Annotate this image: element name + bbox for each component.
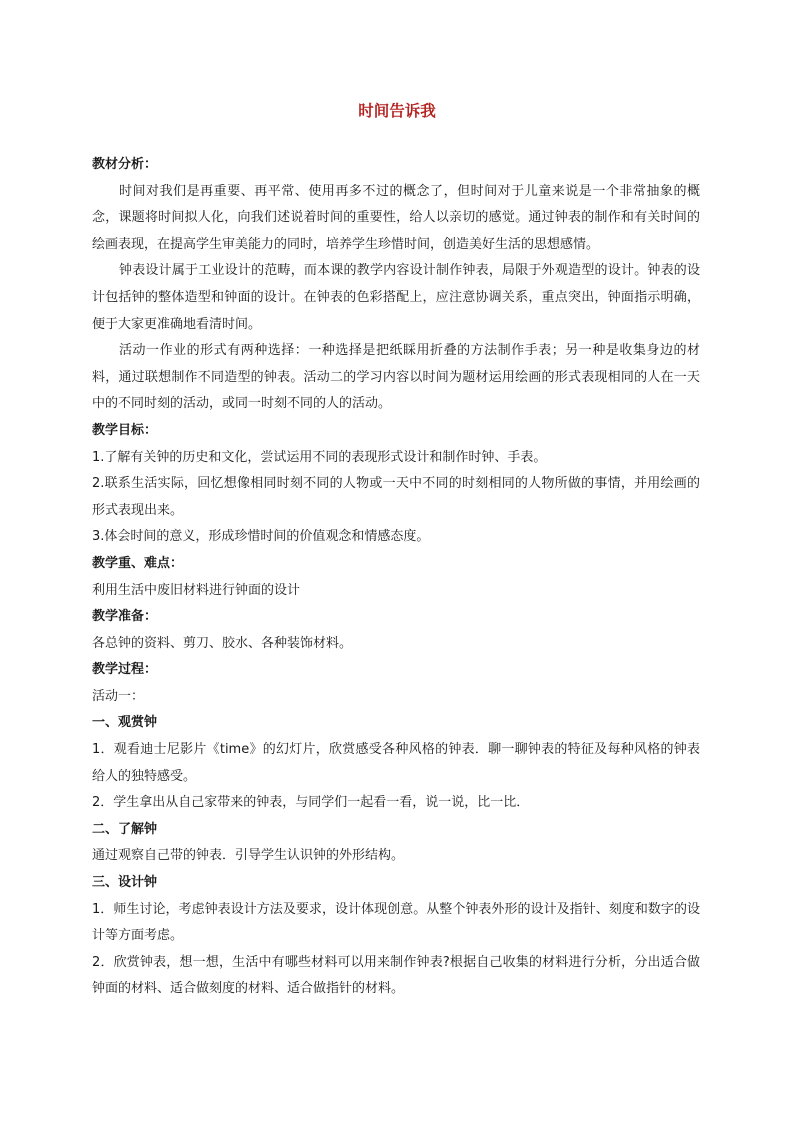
document-title: 时间告诉我: [358, 102, 436, 120]
section-heading-preparation: 教学准备：: [92, 609, 158, 625]
step-item: 通过观察自己带的钟表．引导学生认识钟的外形结构。: [92, 848, 405, 864]
goal-item: 1.了解有关钟的历史和文化，尝试运用不同的表现形式设计和制作时钟、手表。: [92, 449, 547, 465]
section-heading-process: 教学过程：: [92, 662, 158, 678]
step-item: 2．欣赏钟表，想一想，生活中有哪些材料可以用来制作钟表?根据自己收集的材料进行分析，分出适合做钟面的材料、适合做刻度的材料、适合做指针的材料。: [92, 954, 700, 997]
step-heading-appreciate: 一、观赏钟: [92, 715, 158, 731]
section-heading-analysis: 教材分析：: [92, 157, 158, 172]
goal-item: 3.体会时间的意义，形成珍惜时间的价值观念和情感态度。: [92, 529, 430, 545]
step-item: 1．师生讨论，考虑钟表设计方法及要求，设计体现创意。从整个钟表外形的设计及指针、刻度和数字的设计等方面考虑。: [92, 901, 700, 944]
step-heading-design: 三、设计钟: [92, 875, 158, 891]
activity-label: 活动一：: [92, 688, 145, 704]
goal-item: 2.联系生活实际，回忆想像相同时刻不同的人物或一天中不同的时刻相同的人物所做的事情，并用绘画的形式表现出来。: [92, 476, 700, 518]
analysis-paragraph: 时间对我们是再重要、再平常、使用再多不过的概念了，但时间对于儿童来说是一个非常抽象的概念，课题将时间拟人化，向我们述说着时间的重要性，给人以亲切的感觉。通过钟表的制作和有关时间的绘画表现，在提高学生审美能力的同时，培养学生珍惜时间，创造美好生活的思想感情。: [92, 183, 700, 252]
step-item: 2．学生拿出从自己家带来的钟表，与同学们一起看一看，说一说，比一比．: [92, 795, 530, 811]
preparation-text: 各总钟的资料、剪刀、胶水、各种装饰材料。: [92, 635, 353, 651]
analysis-paragraph: 钟表设计属于工业设计的范畴，而本课的教学内容设计制作钟表，局限于外观造型的设计。钟表的设计包括钟的整体造型和钟面的设计。在钟表的色彩搭配上，应注意协调关系，重点突出，钟面指示明确，便于大家更准确地看清时间。: [92, 263, 700, 332]
analysis-paragraph: 活动一作业的形式有两种选择：一种选择是把纸睬用折叠的方法制作手表；另一种是收集身边的材料，通过联想制作不同造型的钟表。活动二的学习内容以时间为题材运用绘画的形式表现相同的人在一天中的不同时刻的活动，或同一时刻不同的人的活动。: [92, 343, 700, 412]
key-points-text: 利用生活中废旧材料进行钟面的设计: [92, 582, 301, 598]
step-heading-understand: 二、了解钟: [92, 821, 158, 837]
section-heading-goals: 教学目标：: [92, 422, 158, 438]
section-heading-key-points: 教学重、难点：: [92, 555, 184, 571]
document-body: [92, 152, 700, 1003]
step-item: 1．观看迪士尼影片《time》的幻灯片，欣赏感受各种风格的钟表．聊一聊钟表的特征及每种风格的钟表给人的独特感受。: [92, 742, 700, 784]
